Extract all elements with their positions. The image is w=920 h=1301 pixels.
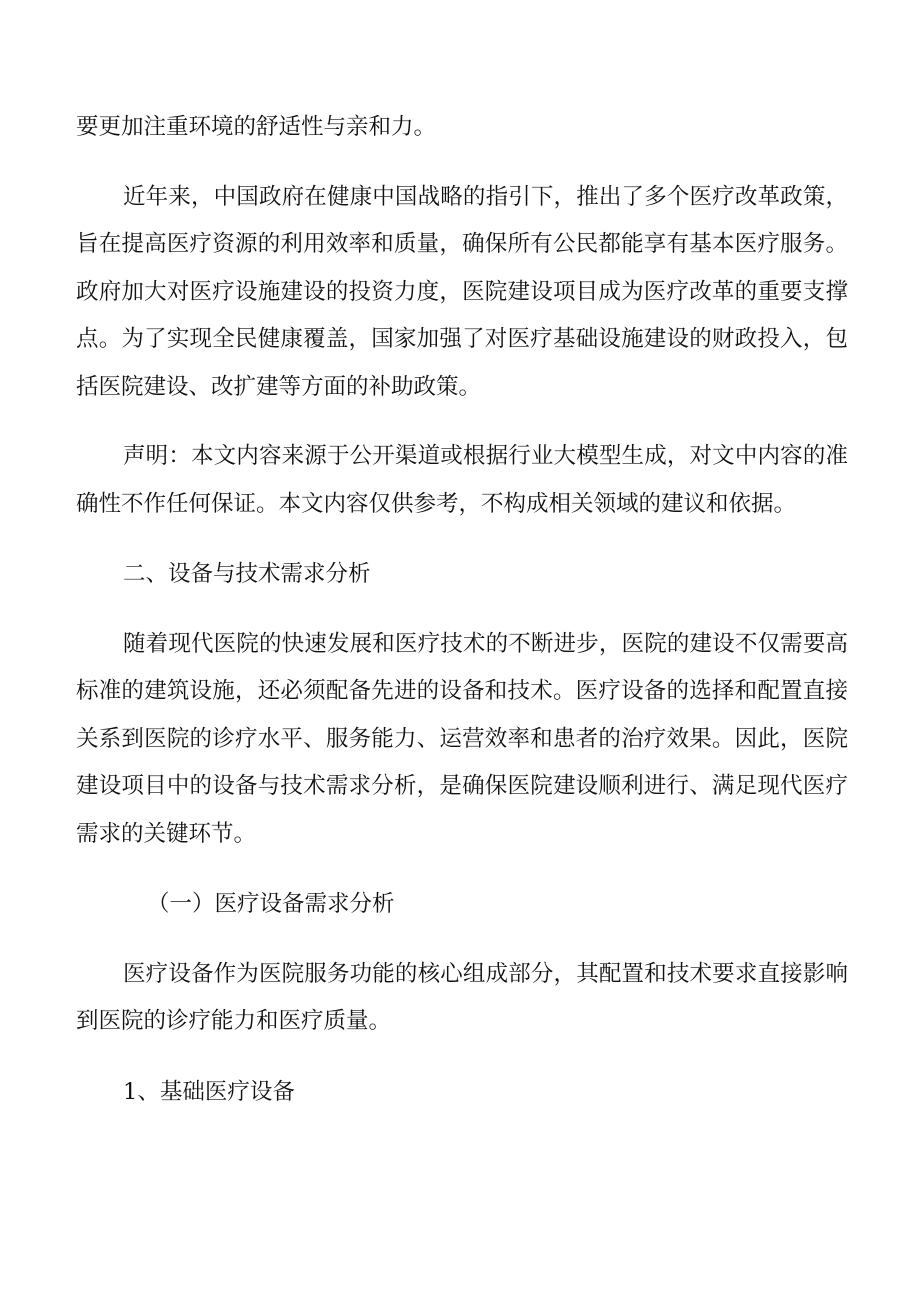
paragraph-equipment-intro: 随着现代医院的快速发展和医疗技术的不断进步，医院的建设不仅需要高标准的建筑设施，还必须配备先进的设备和技术。医疗设备的选择和配置直接关系到医院的诊疗水平、服务能力、运营效率和患者的治疗效果。因此，医院建设项目中的设备与技术需求分析，是确保医院建设顺利进行、满足现代医疗需求的关键环节。 xyxy=(76,630,848,847)
subsection-heading-medical-equipment: （一）医疗设备需求分析 xyxy=(147,891,395,917)
paragraph-equipment-core: 医疗设备作为医院服务功能的核心组成部分，其配置和技术要求直接影响到医院的诊疗能力和医疗质量。 xyxy=(76,960,848,1034)
paragraph-continuation: 要更加注重环境的舒适性与亲和力。 xyxy=(76,114,437,140)
section-heading-equipment-analysis: 二、设备与技术需求分析 xyxy=(123,561,371,587)
document-body xyxy=(76,104,848,1116)
paragraph-policy-background: 近年来，中国政府在健康中国战略的指引下，推出了多个医疗改革政策，旨在提高医疗资源的利用效率和质量，确保所有公民都能享有基本医疗服务。政府加大对医疗设施建设的投资力度，医院建设项目成为医疗改革的重要支撑点。为了实现全民健康覆盖，国家加强了对医疗基础设施建设的财政投入，包括医院建设、改扩建等方面的补助政策。 xyxy=(76,183,848,400)
paragraph-disclaimer: 声明：本文内容来源于公开渠道或根据行业大模型生成，对文中内容的准确性不作任何保证。本文内容仅供参考，不构成相关领域的建议和依据。 xyxy=(76,443,848,517)
item-heading-basic-equipment: 1、基础医疗设备 xyxy=(123,1078,295,1105)
